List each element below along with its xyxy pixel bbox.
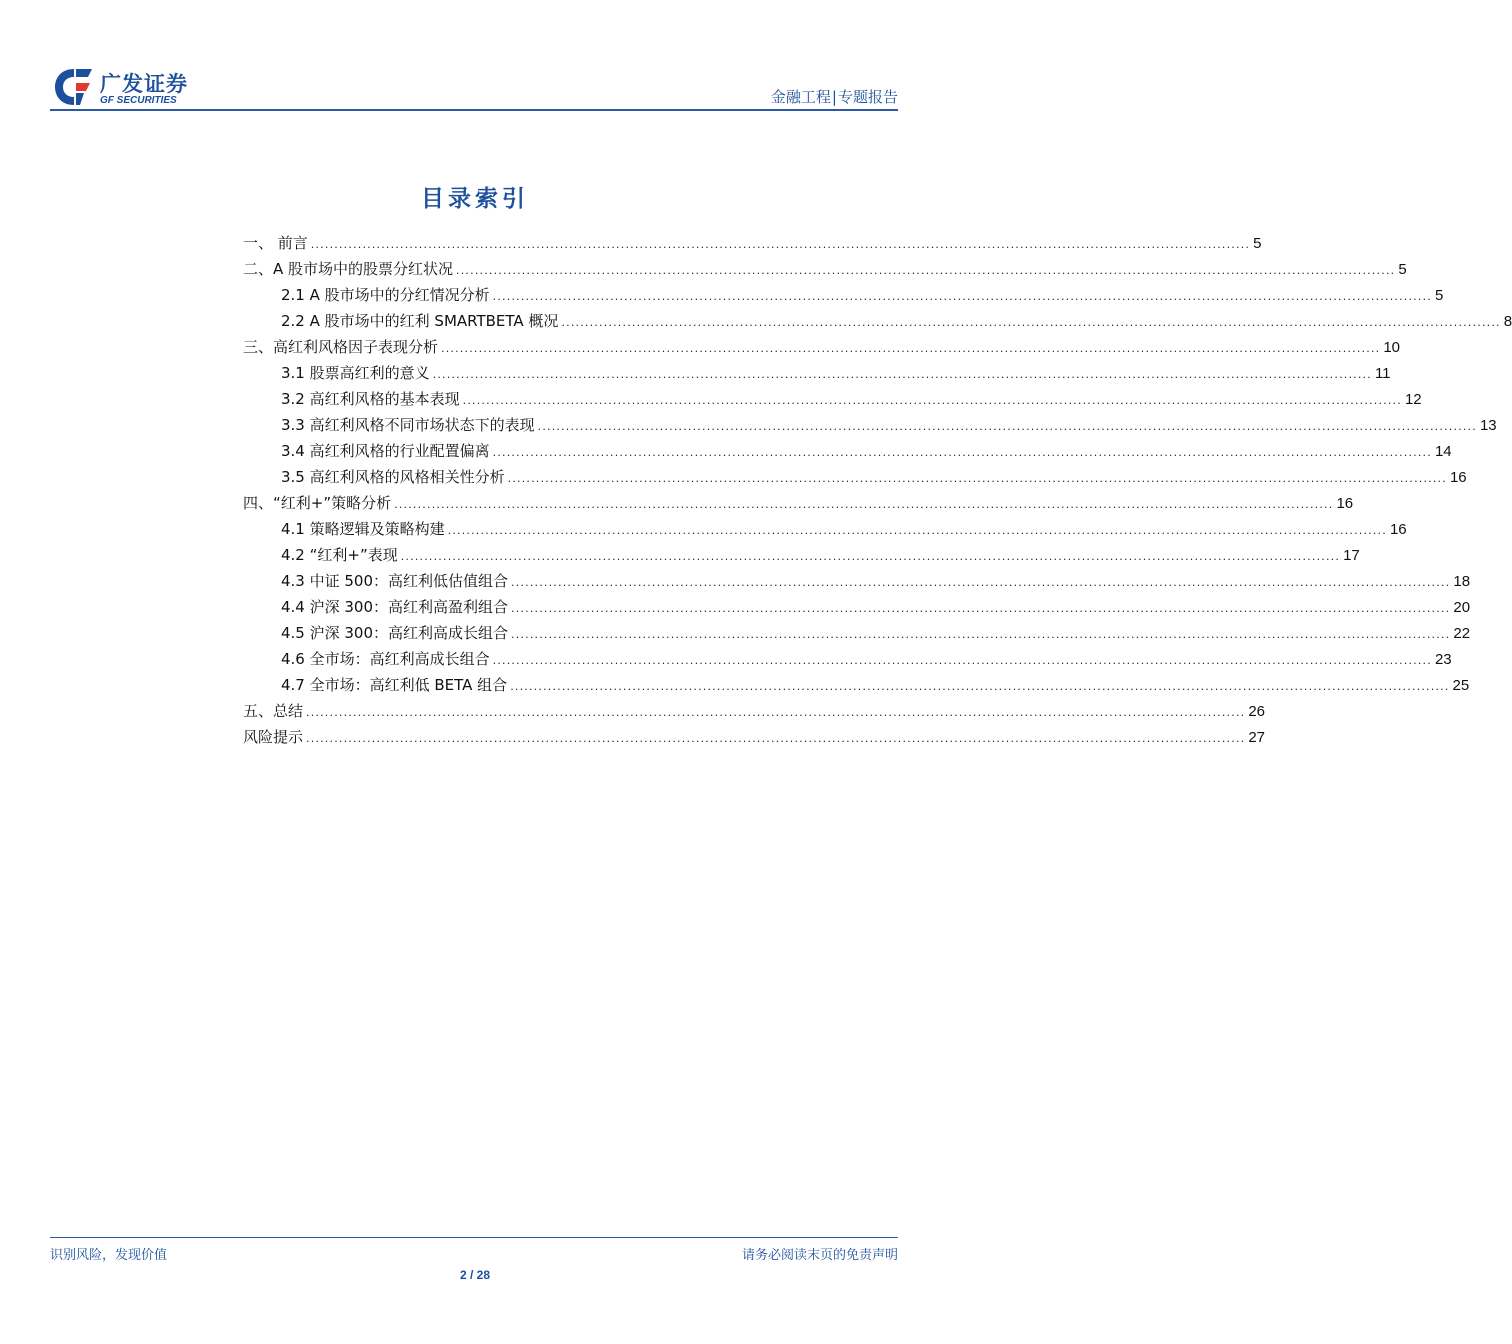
toc-dot-leader: ........................................................................................................................................................................................................ <box>394 498 1334 511</box>
gf-logo-icon <box>52 66 96 108</box>
toc-dot-leader: ........................................................................................................................................................................................................ <box>462 394 1402 407</box>
toc-entry-page: 26 <box>1248 703 1266 720</box>
toc-entry-label: 4.2 “红利+”表现 <box>281 546 398 564</box>
toc-dot-leader: ........................................................................................................................................................................................................ <box>510 680 1450 693</box>
gf-securities-logo <box>50 66 210 108</box>
toc-dot-leader: ........................................................................................................................................................................................................ <box>511 602 1451 615</box>
page-number: 2 / 28 <box>459 1268 491 1282</box>
toc-entry[interactable] <box>243 594 1471 620</box>
toc-entry-label: 一、 前言 <box>243 234 308 252</box>
toc-entry[interactable] <box>243 724 1266 750</box>
page-header <box>50 62 898 112</box>
toc-dot-leader: ........................................................................................................................................................................................................ <box>492 654 1432 667</box>
toc-title: 目录索引 <box>421 186 529 212</box>
toc-entry-page: 14 <box>1434 443 1452 460</box>
toc-entry-label: 3.3 高红利风格不同市场状态下的表现 <box>281 416 535 434</box>
toc-dot-leader: ........................................................................................................................................................................................................ <box>492 290 1432 303</box>
toc-entry-page: 5 <box>1434 287 1444 304</box>
toc-dot-leader: ........................................................................................................................................................................................................ <box>456 264 1396 277</box>
toc-entry-page: 16 <box>1389 521 1407 538</box>
toc-entry-label: 风险提示 <box>243 728 304 746</box>
toc-dot-leader: ........................................................................................................................................................................................................ <box>432 368 1372 381</box>
header-separator: | <box>831 88 837 106</box>
toc-entry-label: 4.3 中证 500：高红利低估值组合 <box>281 572 509 590</box>
footer-divider <box>50 1237 898 1238</box>
toc-dot-leader: ........................................................................................................................................................................................................ <box>507 472 1447 485</box>
toc-dot-leader: ........................................................................................................................................................................................................ <box>492 446 1432 459</box>
toc-dot-leader: ........................................................................................................................................................................................................ <box>306 732 1246 745</box>
toc-dot-leader: ........................................................................................................................................................................................................ <box>447 524 1387 537</box>
toc-entry-page: 16 <box>1449 469 1467 486</box>
toc-entry[interactable] <box>243 464 1467 490</box>
toc-entry-label: 五、总结 <box>243 702 304 720</box>
toc-entry[interactable] <box>243 360 1391 386</box>
toc-dot-leader: ........................................................................................................................................................................................................ <box>400 550 1341 563</box>
toc-entry-label: 4.1 策略逻辑及策略构建 <box>281 520 445 538</box>
toc-entry[interactable] <box>243 334 1401 360</box>
toc-entry-label: 3.5 高红利风格的风格相关性分析 <box>281 468 505 486</box>
toc-entry-page: 13 <box>1479 417 1497 434</box>
toc-dot-leader: ........................................................................................................................................................................................................ <box>561 316 1501 329</box>
toc-entry-label: 4.7 全市场：高红利低 BETA 组合 <box>281 676 508 694</box>
toc-entry[interactable] <box>243 516 1407 542</box>
toc-entry-label: 4.4 沪深 300：高红利高盈利组合 <box>281 598 509 616</box>
footer-slogan: 识别风险，发现价值 <box>50 1248 168 1263</box>
report-category <box>771 86 898 107</box>
toc-entry-label: 2.2 A 股市场中的红利 SMARTBETA 概况 <box>281 312 559 330</box>
toc-entry[interactable] <box>243 256 1407 282</box>
toc-entry[interactable] <box>243 620 1471 646</box>
header-divider <box>50 109 898 111</box>
toc-entry[interactable] <box>243 438 1452 464</box>
toc-entry-label: 2.1 A 股市场中的分红情况分析 <box>281 286 490 304</box>
toc-entry[interactable] <box>243 386 1422 412</box>
toc-dot-leader: ........................................................................................................................................................................................................ <box>537 420 1477 433</box>
toc-dot-leader: ........................................................................................................................................................................................................ <box>306 706 1246 719</box>
toc-entry-label: 4.6 全市场：高红利高成长组合 <box>281 650 490 668</box>
logo-english-text: GF SECURITIES <box>100 95 177 106</box>
toc-entry[interactable] <box>243 230 1262 256</box>
toc-entry[interactable] <box>243 568 1471 594</box>
toc-entry-page: 27 <box>1248 729 1266 746</box>
table-of-contents <box>243 230 1512 750</box>
toc-entry-page: 25 <box>1452 677 1470 694</box>
toc-entry-page: 16 <box>1336 495 1354 512</box>
section-label: 金融工程 <box>770 88 831 106</box>
toc-entry-page: 17 <box>1343 547 1360 564</box>
toc-entry-page: 5 <box>1398 261 1407 278</box>
toc-entry[interactable] <box>243 282 1444 308</box>
toc-entry-label: 三、高红利风格因子表现分析 <box>243 338 439 356</box>
report-type-label: 专题报告 <box>837 88 898 106</box>
footer-disclaimer-note: 请务必阅读末页的免责声明 <box>741 1248 898 1263</box>
toc-entry-label: 四、“红利+”策略分析 <box>243 494 392 512</box>
toc-dot-leader: ........................................................................................................................................................................................................ <box>441 342 1381 355</box>
logo-chinese-text: 广发证券 <box>100 72 188 96</box>
toc-entry-page: 18 <box>1453 573 1471 590</box>
toc-dot-leader: ........................................................................................................................................................................................................ <box>511 576 1451 589</box>
toc-entry-page: 8 <box>1503 313 1512 330</box>
toc-entry[interactable] <box>243 672 1470 698</box>
toc-entry-page: 12 <box>1404 391 1422 408</box>
toc-entry[interactable] <box>243 646 1452 672</box>
toc-entry[interactable] <box>243 490 1354 516</box>
toc-dot-leader: ........................................................................................................................................................................................................ <box>511 628 1451 641</box>
toc-entry[interactable] <box>243 412 1497 438</box>
toc-entry-label: 3.2 高红利风格的基本表现 <box>281 390 460 408</box>
toc-dot-leader: ........................................................................................................................................................................................................ <box>310 238 1251 251</box>
toc-entry-page: 11 <box>1374 365 1391 382</box>
toc-entry-page: 5 <box>1253 235 1262 252</box>
toc-entry-page: 20 <box>1453 599 1471 616</box>
toc-entry[interactable] <box>243 698 1266 724</box>
toc-entry-page: 22 <box>1453 625 1471 642</box>
toc-entry-label: 4.5 沪深 300：高红利高成长组合 <box>281 624 509 642</box>
toc-entry-label: 二、A 股市场中的股票分红状况 <box>243 260 454 278</box>
toc-entry-page: 10 <box>1383 339 1401 356</box>
toc-entry[interactable] <box>243 308 1512 334</box>
toc-entry-page: 23 <box>1434 651 1452 668</box>
toc-entry-label: 3.1 股票高红利的意义 <box>281 364 430 382</box>
toc-entry[interactable] <box>243 542 1360 568</box>
toc-entry-label: 3.4 高红利风格的行业配置偏离 <box>281 442 490 460</box>
